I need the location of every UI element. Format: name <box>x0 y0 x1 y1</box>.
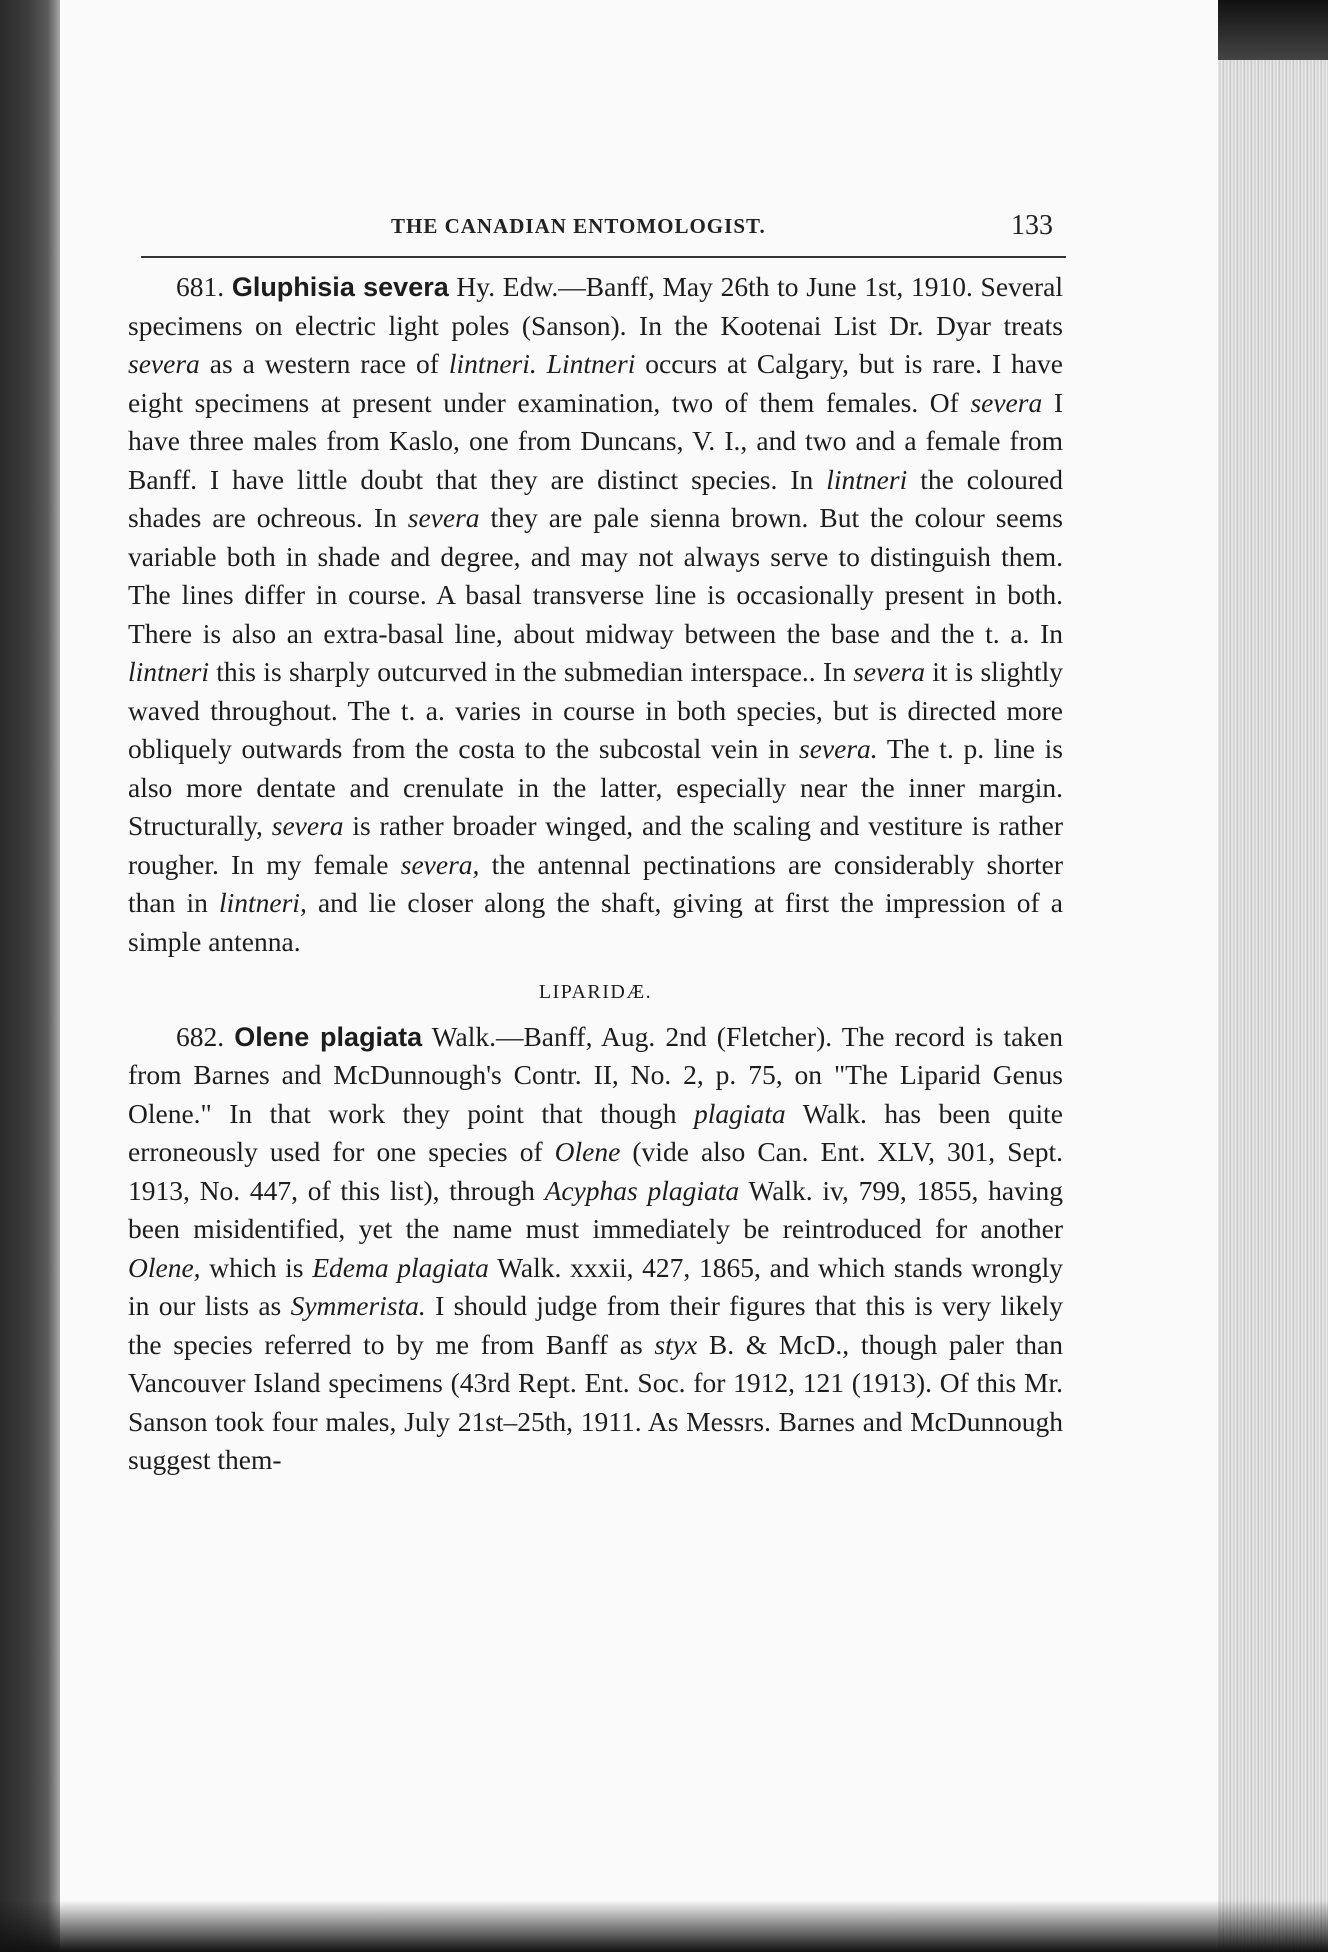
italic-name: severa <box>271 810 344 841</box>
entry-682-text: which is <box>200 1251 313 1283</box>
italic-name: severa <box>970 386 1043 418</box>
entry-681-text: the antennal pectinations are considerably shorter than in <box>128 848 1063 918</box>
entry-681-text: The t. p. line is also more dentate and crenulate in the latter, especially near the inner margin. Structurally, <box>128 733 1063 841</box>
bottom-edge-shadow <box>0 1900 1328 1952</box>
page-stack-edges <box>1218 60 1328 1952</box>
entry-681-text: they are pale sienna brown. But the colour seems variable both in shade and degree, and may not always serve to distinguish them. The lines differ in course. A basal transverse line is occasionally present in both. There is also an extra-basal line, about midway between the base and the t. a. In <box>128 502 1063 649</box>
entry-682-text: Walk. xxxii, 427, 1865, and which stands wrongly in our lists as <box>128 1251 1063 1321</box>
entry-681-text: as a western race of <box>199 348 449 379</box>
page-number: 133 <box>1011 210 1053 241</box>
top-edge-shadow <box>1218 0 1328 60</box>
journal-title: THE CANADIAN ENTOMOLOGIST. <box>391 214 766 238</box>
entry-681 <box>128 268 1063 961</box>
italic-name: severa, <box>400 848 480 880</box>
entry-681-text: it is slightly waved throughout. The t. a. varies in course in both species, but is directed more obliquely outwards from the costa to the subcostal vein in <box>128 656 1063 764</box>
entry-681-text: occurs at Calgary, but is rare. I have eight specimens at present under examination, two of them females. Of <box>128 348 1063 418</box>
italic-name: Olene, <box>128 1251 201 1283</box>
italic-name: Symmerista. <box>290 1290 426 1321</box>
italic-name: severa. <box>799 733 878 764</box>
entry-681-text: is rather broader winged, and the scaling and vestiture is rather rougher. In my female <box>128 810 1064 880</box>
italic-name: lintneri <box>826 463 908 495</box>
entry-681-species: Gluphisia severa <box>231 272 449 302</box>
italic-name: lintneri <box>128 656 209 687</box>
book-binding-shadow <box>0 0 68 1952</box>
italic-name: severa <box>128 348 200 379</box>
entry-682-text: (vide also Can. Ent. XLV, 301, Sept. 1913, No. 447, of this list), through <box>128 1136 1063 1206</box>
entry-681-text: the coloured shades are ochreous. In <box>128 463 1063 533</box>
entry-682 <box>128 1018 1063 1480</box>
entry-682-species: Olene plagiata <box>234 1021 423 1052</box>
header-rule <box>141 256 1066 258</box>
italic-name: severa <box>853 656 925 687</box>
entry-682-text: Walk.—Banff, Aug. 2nd (Fletcher). The record is taken from Barnes and McDunnough's Contr. II, No. 2, p. 75, on "The Liparid Genus Olene." In that work they point that though <box>128 1020 1064 1129</box>
italic-name: Edema plagiata <box>312 1251 489 1283</box>
entry-682-text: B. & McD., though paler than Vancouver Island specimens (43rd Rept. Ent. Soc. for 1912, 121 (1913). Of this Mr. Sanson took four males, July 21st–25th, 1911. As Messrs. Barnes and McDunnough suggest them- <box>128 1328 1063 1475</box>
italic-name: Olene <box>554 1136 621 1167</box>
italic-name: Acyphas plagiata <box>544 1174 740 1206</box>
italic-name: lintneri. Lintneri <box>448 348 636 379</box>
section-heading: LIPARIDÆ. <box>538 981 653 1003</box>
entry-681-number: 681. <box>176 271 225 302</box>
italic-name: lintneri, <box>218 887 307 918</box>
entry-681-text: I have three males from Kaslo, one from Duncans, V. I., and two and a female from Banff. I have little doubt that they are distinct species. In <box>128 386 1063 495</box>
entry-681-text: Hy. Edw.—Banff, May 26th to June 1st, 1910. Several specimens on electric light poles (Sanson). In the Kootenai List Dr. Dyar treats <box>128 271 1063 341</box>
body-text <box>128 268 1063 1480</box>
entry-682-text: I should judge from their figures that this is very likely the species referred to by me from Banff as <box>128 1290 1063 1360</box>
italic-name: severa <box>407 502 480 533</box>
italic-name: styx <box>654 1328 698 1360</box>
entry-682-number: 682. <box>176 1020 225 1052</box>
entry-681-text: this is sharply outcurved in the submedian interspace.. In <box>208 656 854 687</box>
entry-682-text: Walk. iv, 799, 1855, having been misidentified, yet the name must immediately be reintroduced for another <box>128 1174 1063 1244</box>
entry-681-text: and lie closer along the shaft, giving at first the impression of a simple antenna. <box>128 887 1063 957</box>
italic-name: plagiata <box>694 1097 786 1129</box>
entry-682-text: Walk. has been quite erroneously used for one species of <box>128 1097 1063 1167</box>
running-head <box>141 210 1061 244</box>
